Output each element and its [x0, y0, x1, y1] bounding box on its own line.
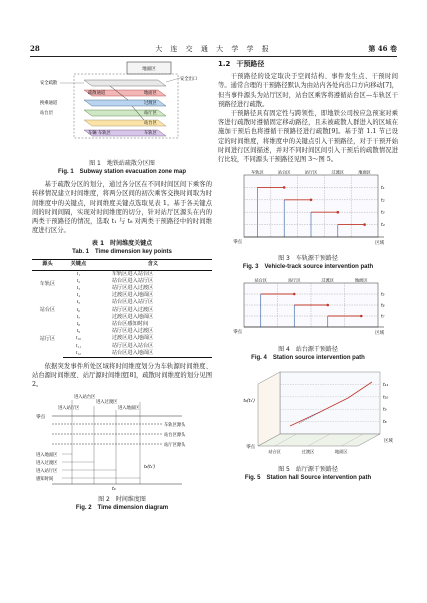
table-cell-meaning: 车轨区进入站台区 — [111, 270, 154, 277]
zone-label: 站台区 — [268, 448, 281, 454]
label-source-concourse: 站厅区源头 — [164, 442, 186, 448]
label-train-area: 车辆 车轨区 — [88, 131, 111, 136]
table-cell-key: t₃ — [76, 285, 80, 292]
table-cell-key: t₉ — [76, 328, 80, 335]
time-label: t₇ — [381, 314, 385, 320]
time-label: t₁₁ — [383, 382, 389, 388]
journal-title: 大 连 交 通 大 学 学 报 — [155, 45, 272, 53]
label-source-platform: 站台区源头 — [164, 432, 186, 438]
fig3-caption-cn: 图 3 车轨源干预路径 — [278, 255, 338, 263]
fig2-caption-cn: 图 2 时间维度图 — [98, 495, 146, 503]
table-cell-key: t₁ — [76, 270, 80, 277]
fig4-caption-cn: 图 4 站台源干预路径 — [278, 345, 338, 353]
col-source: 源头 — [32, 260, 63, 270]
label-exit-channel: 疏散通道 — [88, 91, 106, 96]
fig4-caption-en: Fig. 4 Station source intervention path — [251, 354, 365, 361]
table-cell-meaning: 过渡区进入地面区 — [111, 335, 154, 342]
label-platform: 站台区 — [144, 121, 157, 126]
time-label: t₈ — [383, 419, 387, 425]
label-platform-floor: 站台层 — [40, 111, 53, 116]
fig1-caption-en: Fig. 1 Subway station evacuation zone map — [57, 169, 187, 176]
path-node — [363, 224, 366, 227]
path-node — [283, 186, 286, 189]
zone-label: 过渡区 — [301, 448, 315, 454]
table-cell-meaning: 站厅区进入过渡区 — [111, 285, 154, 292]
label-stair-exit: 安全疏散 — [40, 81, 58, 86]
time-label: t₉ — [383, 407, 387, 413]
table-cell-meaning: 过渡区进入地面区 — [111, 313, 154, 320]
table-cell-source: 站厅区 — [39, 335, 56, 342]
table-row — [32, 299, 212, 306]
time-label: t₁ — [381, 186, 385, 192]
figure-3 — [218, 167, 398, 272]
time-dimension-table — [32, 259, 212, 358]
x-axis-label: 区域 — [384, 438, 393, 444]
zone-label: 过渡区 — [321, 277, 335, 283]
hall-source-3d — [218, 366, 398, 462]
station-source-grid — [218, 275, 398, 341]
zone-label: 站厅区 — [304, 169, 318, 175]
zone-label: 站台区 — [277, 169, 291, 175]
col-key: 关键点 — [63, 260, 94, 270]
label-enter-transfer2: 进入过渡区 — [36, 460, 58, 466]
table-cell-key: t₁₀ — [75, 335, 81, 342]
path-node — [310, 199, 313, 202]
right-column — [218, 60, 398, 483]
left-column — [32, 60, 212, 513]
label-enter-concourse: 进入站厅区 — [58, 405, 80, 411]
table-cell-meaning: 站台区进入站厅区 — [111, 277, 154, 284]
section-heading — [218, 60, 398, 69]
zone-label: 站台区 — [254, 277, 268, 283]
label-enter-transfer: 进入过渡区 — [96, 399, 118, 405]
time-dimension-diagram — [32, 392, 212, 492]
path-node — [326, 304, 329, 307]
figure-4 — [218, 275, 398, 362]
table-cell-key: t₅ — [76, 299, 80, 306]
zone-label: 地面区 — [358, 169, 371, 175]
time-label: t₆ — [381, 303, 385, 309]
figure-2 — [32, 392, 212, 513]
slab-top — [84, 80, 166, 86]
table-cell-key: t₂ — [76, 277, 80, 284]
label-perceive: 感知时间 — [36, 476, 54, 482]
time-label: t₂ — [381, 198, 385, 204]
fig5-caption-en: Fig. 5 Station hall Source intervention path — [244, 474, 372, 481]
label-enter-platform: 进入站台区 — [74, 394, 96, 400]
figure-1 — [32, 60, 212, 177]
section-title: 干预路径 — [236, 60, 265, 68]
label-zero: 零点 — [36, 414, 46, 420]
path-node — [360, 315, 363, 318]
page-number: 28 — [30, 44, 40, 53]
left-paragraph-2: 依据突发事件所处区域将时间维度划分为车轨源时间维度、站台源时间维度、站厅源时间维度[8]，疏散时间维度的划分见图 2。 — [32, 363, 212, 389]
time-label: t₅ — [381, 292, 385, 298]
label-enter-ground: 进入地面区 — [118, 405, 140, 411]
table1-title-en: Tab. 1 Time dimension key points — [72, 249, 172, 256]
table-1 — [32, 239, 212, 358]
figure-5 — [218, 366, 398, 483]
zone-label: 车轨区 — [251, 169, 264, 175]
vehicle-track-grid — [218, 167, 398, 251]
table-cell-meaning: 站厅区进入站台区 — [111, 342, 154, 349]
zone-label: 过渡区 — [331, 169, 345, 175]
table1-title-cn: 表 1 时间维度关键点 — [91, 240, 153, 248]
evacuation-zone-map — [32, 60, 212, 156]
table-cell-source: 站台区 — [39, 306, 56, 313]
label-transfer: 过渡区 — [144, 101, 157, 106]
right-paragraph-2: 干预路径具有固定性与跨领性，即地铁公司按应急预案对乘客进行疏散时遵循固定移动路径，且未被疏散人群进入的区域在施加干预后也将遵循干预路径进行疏散[9]。基于第 1.1 节已设定的时间维度，将维度中的关键点引入干预路径，对于干预开始时间进行区间描述，并对不同时间区间引入干预后的疏散情况进行比较，不同源头干预路径见图 3～图 5。 — [218, 110, 398, 164]
header-rule — [30, 56, 397, 57]
left-wall — [258, 372, 280, 446]
fig1-caption-cn: 图 1 地铁站疏散分区图 — [89, 160, 155, 168]
time-label: t₃ — [381, 210, 385, 216]
zero-label: 零点 — [233, 330, 242, 336]
fig2-caption-en: Fig. 2 Time dimension diagram — [75, 504, 169, 511]
table-cell-meaning: 站台区感知时间 — [111, 321, 149, 328]
time-label: t₄ — [381, 223, 385, 229]
table-cell-source: 车轨区 — [39, 281, 56, 288]
table-cell-meaning: 站厅区进入过渡区 — [111, 328, 154, 335]
label-passage: 换乘通道 — [40, 101, 58, 106]
label-concourse: 站厅区 — [144, 111, 157, 116]
x-axis-label: 区域 — [375, 241, 384, 247]
volume-label: 第 46 卷 — [368, 44, 397, 53]
label-enter-ground2: 进入地面区 — [36, 452, 58, 458]
x-axis-label: 区域 — [375, 331, 384, 337]
path-node — [337, 211, 340, 214]
label-safe-exit: 安全出口 — [180, 77, 198, 82]
label-ground-area: 地面区 — [144, 91, 157, 96]
table-cell-meaning: 站台区进入站厅区 — [111, 299, 154, 306]
zero-label: 零点 — [233, 240, 242, 246]
table-row — [32, 270, 212, 278]
table-cell-key: t₇ — [76, 313, 80, 320]
fig3-caption-en: Fig. 3 Vehicle-track source intervention path — [242, 264, 374, 271]
left-paragraph-1: 基于疏散分区的划分，通过各分区在不同时间区间下乘客的转移情况建立时间维度，将两分区间的初次乘客交换时间取为时间维度中的关键点，时间维度关键点选取见表 1。基于各关键点间的时间间隔，实现对时间维度的切分，针对站厅区源头在内的两类干预路径的情况，选取 t₁ 与 t₈ 对两类干预路径中的时间维度进行区分。 — [32, 181, 212, 235]
zero-label: 零点 — [246, 444, 255, 450]
time-label: t₁₀ — [383, 394, 389, 400]
label-t8: t₈(t₁') — [144, 464, 156, 470]
label-t0: t₀ — [112, 486, 116, 492]
table1-body — [32, 270, 212, 357]
zone-label: 地面区 — [354, 277, 368, 283]
back-wall — [280, 372, 380, 434]
label-ground: 地面区 — [142, 67, 156, 72]
label-train: 车轨区 — [144, 131, 157, 136]
table-cell-meaning: 过渡区进入地面区 — [111, 292, 154, 299]
running-header — [30, 44, 397, 56]
fig5-caption-cn: 图 5 站厅源干预路径 — [278, 465, 338, 473]
table-cell-key: t₄ — [76, 292, 80, 299]
y-axis-label: t₈(t₁') — [243, 398, 255, 404]
label-enter-concourse2: 进入站厅区 — [36, 468, 58, 474]
table-cell-key: t₆ — [76, 306, 80, 313]
col-meaning: 含义 — [94, 260, 212, 270]
table-cell-key: t₁₁ — [75, 342, 81, 349]
table-cell-key: t₁₂ — [63, 350, 94, 358]
path-node — [293, 293, 296, 296]
table-cell-meaning: 站台区进入地面区 — [94, 350, 212, 358]
section-number: 1.2 — [218, 60, 231, 68]
label-source-train: 车轨区源头 — [164, 422, 186, 428]
right-paragraph-1: 干预路径的设定取决于空间结构、事件发生点、干预时间等。通常合理的干预路径默认为由站内各处向出口方向移动[7]，但当事件源头为站厅区时，站台区乘客将遵循站台区—车轨区干预路径进行疏散。 — [218, 73, 398, 108]
table-cell-meaning: 站厅区进入过渡区 — [111, 306, 154, 313]
zone-label: 地面区 — [335, 448, 348, 454]
zone-label: 站厅区 — [287, 277, 301, 283]
table-cell-key: t₈ — [76, 321, 80, 328]
